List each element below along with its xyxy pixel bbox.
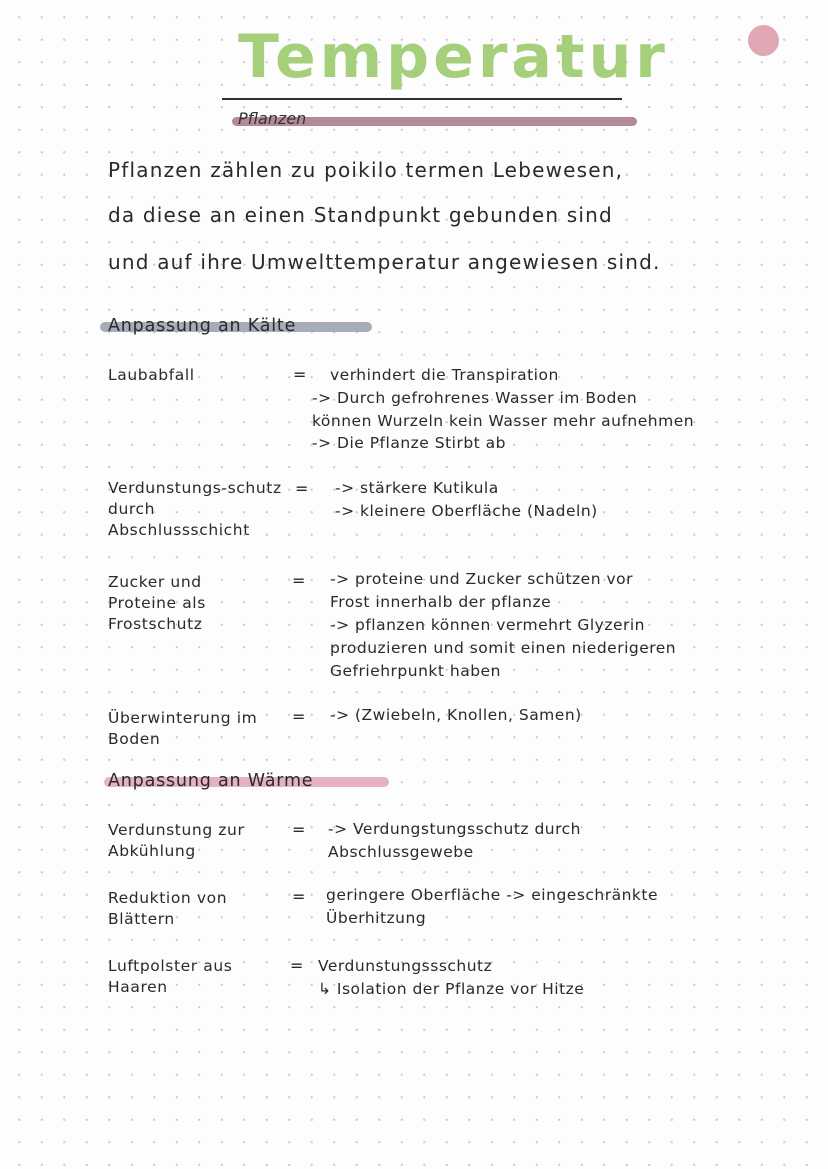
title-underline [222, 98, 622, 100]
desc-line: ↳ Isolation der Pflanze vor Hitze [318, 980, 585, 998]
pink-dot-decoration [748, 25, 779, 56]
equals-sign: = [292, 707, 306, 726]
desc-line: -> pflanzen können vermehrt Glyzerin [330, 616, 646, 634]
section-heading-kaelte: Anpassung an Kälte [108, 316, 297, 336]
term-ueberwinterung: Überwinterung im Boden [108, 709, 258, 748]
desc-line: Verdunstungssschutz [318, 957, 493, 975]
term-verdunstung-abkuehlung: Verdunstung zur Abkühlung [108, 821, 245, 860]
section-heading-waerme: Anpassung an Wärme [108, 771, 314, 791]
desc-line: -> kleinere Oberfläche (Nadeln) [335, 502, 598, 520]
desc-line: -> Verdungstungsschutz durch [328, 820, 582, 838]
desc-line: können Wurzeln kein Wasser mehr aufnehmen [312, 412, 695, 430]
term-laubabfall: Laubabfall [108, 366, 195, 384]
equals-sign: = [292, 820, 306, 839]
page-title: Temperatur [238, 22, 669, 92]
desc-line: -> (Zwiebeln, Knollen, Samen) [330, 706, 582, 724]
desc-line: Frost innerhalb der pflanze [330, 593, 552, 611]
equals-sign: = [292, 571, 306, 590]
desc-line: -> Die Pflanze Stirbt ab [312, 434, 507, 452]
equals-sign: = [293, 365, 307, 384]
term-verdunstungsschutz: Verdunstungs-schutz durch Abschlussschicht [108, 479, 282, 539]
desc-line: -> stärkere Kutikula [335, 479, 499, 497]
equals-sign: = [295, 479, 309, 498]
intro-line-2: da diese an einen Standpunkt gebunden sind [108, 203, 613, 227]
intro-line-1: Pflanzen zählen zu poikilo termen Lebewesen, [108, 158, 624, 182]
desc-line: -> Durch gefrohrenes Wasser im Boden [312, 389, 638, 407]
term-zucker-proteine: Zucker und Proteine als Frostschutz [108, 573, 206, 633]
equals-sign: = [290, 956, 304, 975]
desc-line: geringere Oberfläche -> eingeschränkte [326, 886, 659, 904]
desc-line: Überhitzung [326, 909, 427, 927]
equals-sign: = [292, 887, 306, 906]
intro-line-3: und auf ihre Umwelttemperatur angewiesen sind. [108, 250, 661, 274]
desc-line: Abschlussgewebe [328, 843, 474, 861]
term-reduktion-blaetter: Reduktion von Blättern [108, 889, 228, 928]
desc-line: -> proteine und Zucker schützen vor [330, 570, 633, 588]
desc-line: verhindert die Transpiration [330, 366, 559, 384]
desc-line: produzieren und somit einen niederigeren [330, 639, 677, 657]
term-luftpolster: Luftpolster aus Haaren [108, 957, 233, 996]
subtitle: Pflanzen [238, 109, 307, 128]
desc-line: Gefriehrpunkt haben [330, 662, 501, 680]
